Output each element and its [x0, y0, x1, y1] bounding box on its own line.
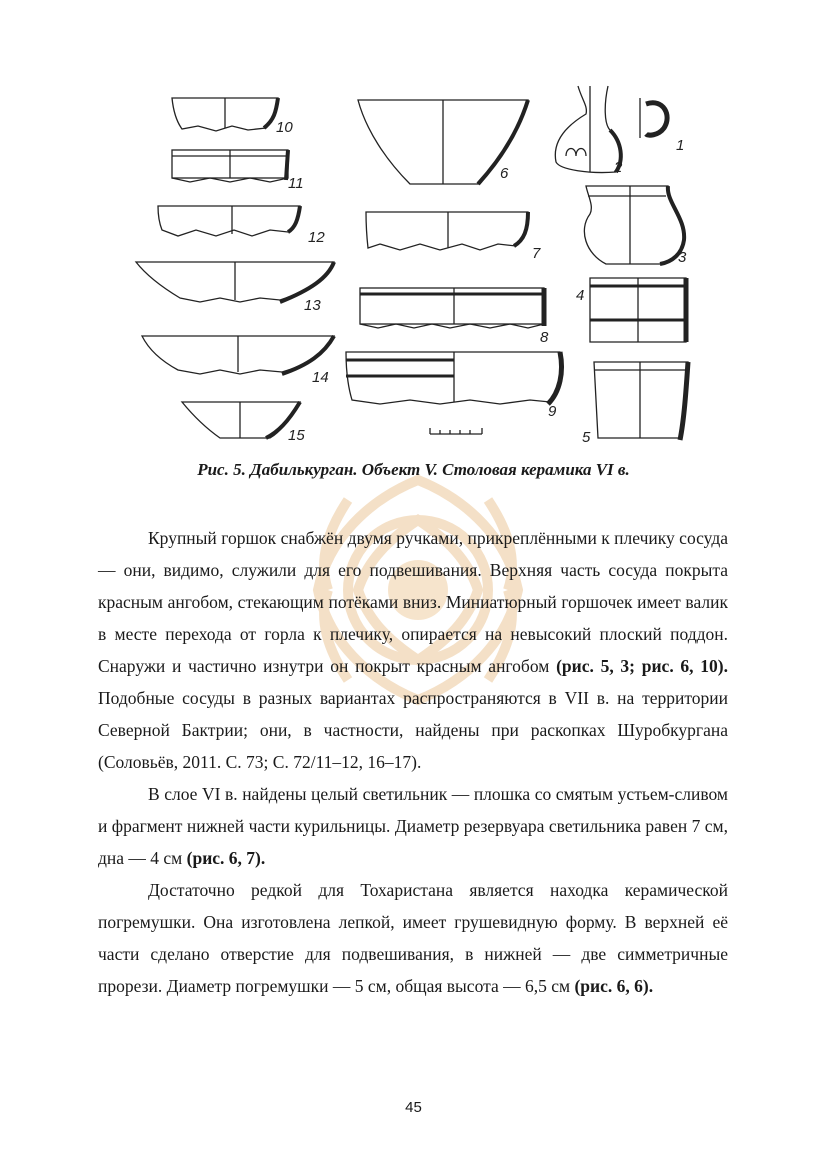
vessel-1: [640, 98, 667, 138]
figure-label-1: 1: [676, 137, 685, 154]
vessel-15: [182, 402, 300, 438]
pottery-figure: [120, 80, 720, 450]
figure-label-7: 7: [532, 245, 541, 262]
vessel-3: [584, 186, 684, 264]
vessel-12: [158, 206, 300, 236]
figure-label-6: 6: [500, 165, 509, 182]
vessel-10: [172, 98, 278, 131]
vessel-8: [360, 288, 544, 328]
scale-bar: [430, 428, 482, 434]
figure-reference: (рис. 6, 7).: [186, 848, 266, 868]
figure-caption: Рис. 5. Дабилькурган. Объект V. Столовая керамика VI в.: [197, 460, 630, 479]
vessel-13: [136, 262, 334, 302]
vessel-2: [555, 86, 620, 173]
page-number: 45: [405, 1099, 422, 1116]
figure-label-13: 13: [304, 297, 321, 314]
figure-label-12: 12: [308, 229, 325, 246]
figure-label-11: 11: [288, 175, 304, 192]
vessel-9: [346, 352, 562, 404]
paragraph: Достаточно редкой для Тохаристана является находка керамической погремушки. Она изготовлена лепкой, имеет грушевидную форму. В верхней её части сделано отверстие для подвешивания, в нижней — две симметричные прорези. Диаметр погремушки — 5 см, общая высота — 6,5 см (рис. 6, 6).: [98, 880, 728, 996]
figure-label-14: 14: [312, 369, 329, 386]
vessel-11: [172, 150, 288, 182]
body-text: [98, 522, 728, 1002]
vessel-14: [142, 336, 334, 374]
figure-label-5: 5: [582, 429, 591, 446]
figure-label-8: 8: [540, 329, 549, 346]
figure-label-4: 4: [576, 287, 585, 304]
figure-label-3: 3: [678, 249, 687, 266]
figure-label-2: 2: [614, 159, 623, 176]
figure-reference: (рис. 6, 6).: [574, 976, 654, 996]
figure-label-9: 9: [548, 403, 557, 420]
figure-reference: (рис. 5, 3; рис. 6, 10).: [556, 656, 728, 676]
vessel-7: [366, 212, 528, 250]
paragraph: Крупный горшок снабжён двумя ручками, прикреплёнными к плечику сосуда — они, видимо, служили для его подвешивания. Верхняя часть сосуда покрыта красным ангобом, стекающим потёками вниз. Миниатюрный горшочек имеет валик в месте перехода от горла к плечику, опирается на невысокий плоский поддон. Снаружи и частично изнутри он покрыт красным ангобом (рис. 5, 3; рис. 6, 10). Подобные сосуды в разных вариантах распространяются в VII в. на территории Северной Бактрии; они, в частности, найдены при раскопках Шуробкургана (Соловьёв, 2011. С. 73; С. 72/11–12, 16–17).: [98, 528, 728, 772]
figure-label-15: 15: [288, 427, 305, 444]
vessel-5: [594, 362, 688, 440]
vessel-4: [590, 278, 686, 342]
paragraph: В слое VI в. найдены целый светильник — плошка со смятым устьем-сливом и фрагмент нижней части курильницы. Диаметр резервуара светильника равен 7 см, дна — 4 см (рис. 6, 7).: [98, 784, 728, 868]
figure-label-10: 10: [276, 119, 293, 136]
